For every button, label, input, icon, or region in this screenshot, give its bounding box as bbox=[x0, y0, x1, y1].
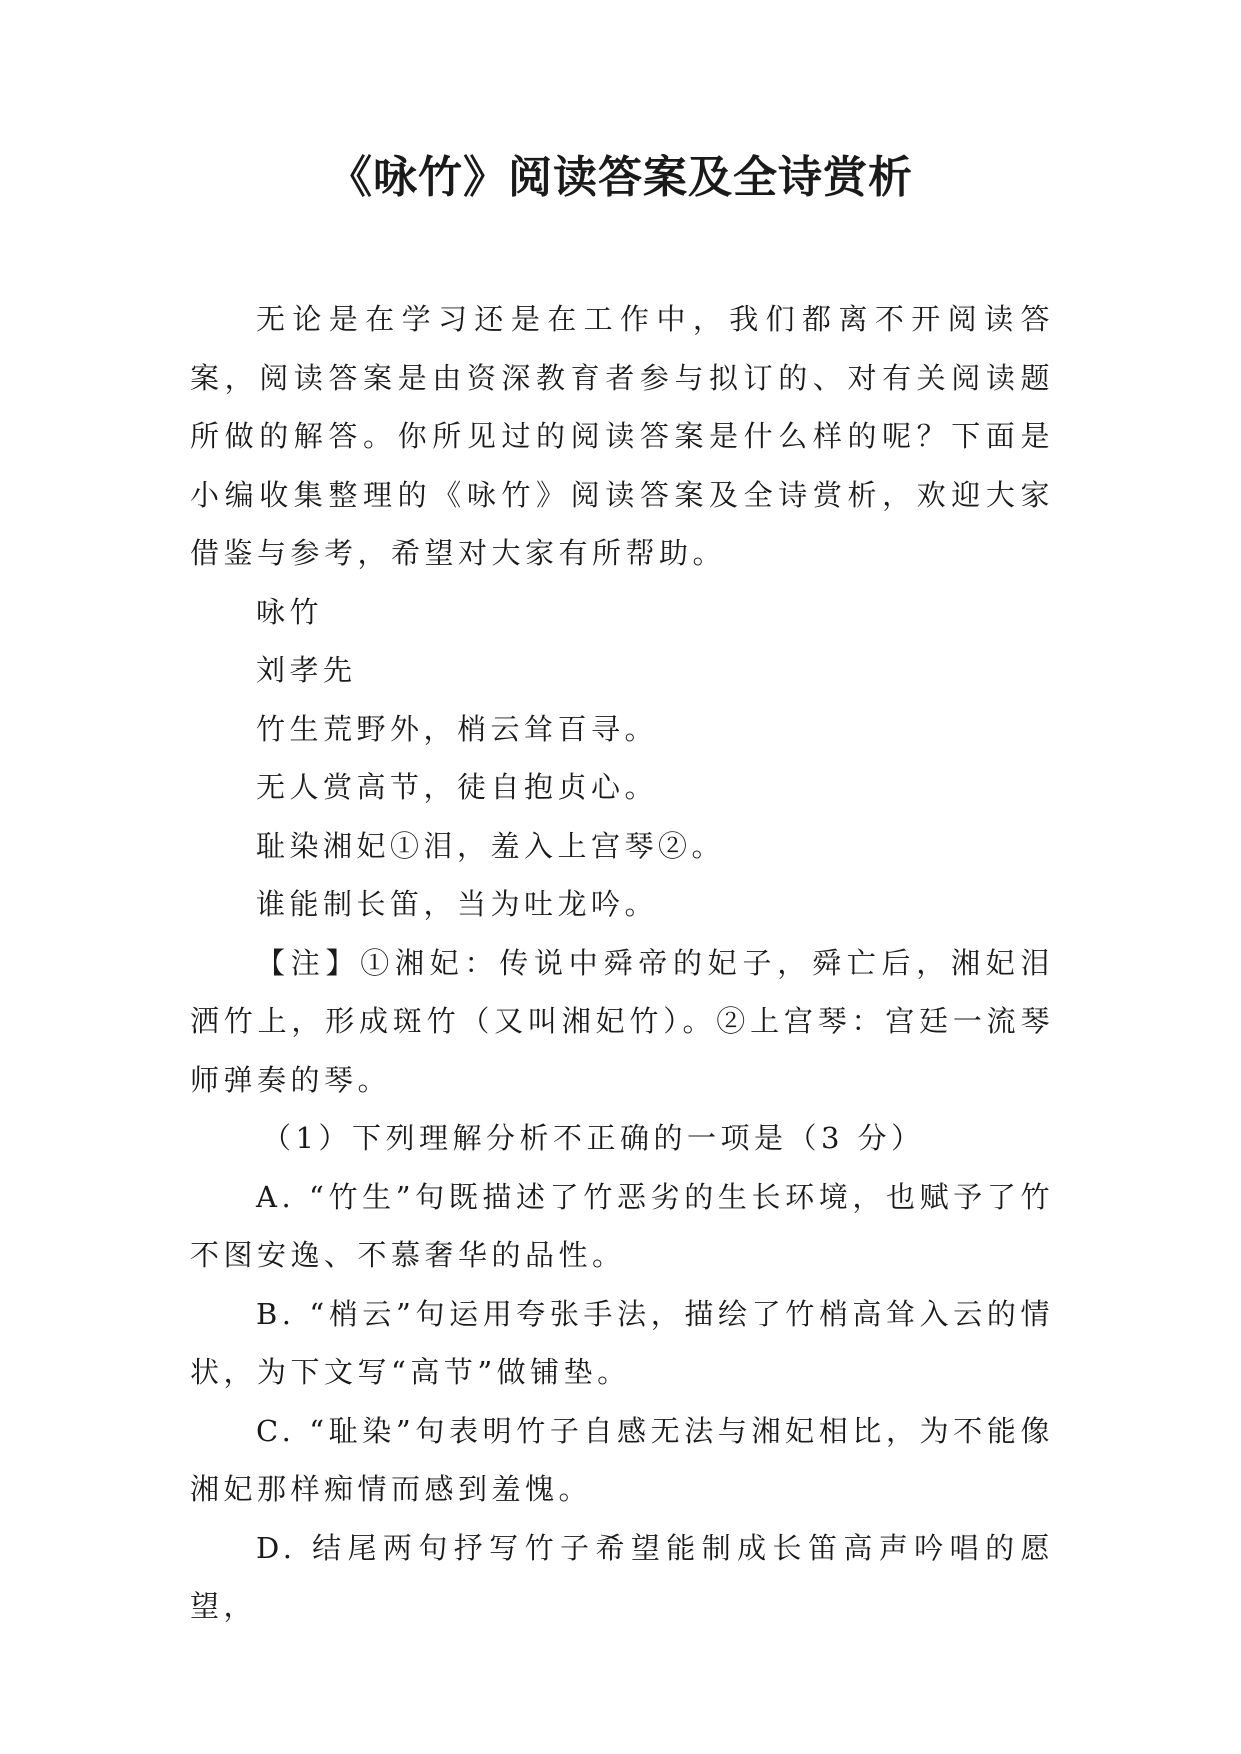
poem-line-3: 耻染湘妃①泪，羞入上宫琴②。 bbox=[256, 828, 726, 863]
question-1: （1）下列理解分析不正确的一项是（3 分） bbox=[262, 1121, 925, 1155]
option-d: D. 结尾两句抒写竹子希望能制成长笛高声吟唱的愿望， bbox=[190, 1530, 1054, 1623]
option-c: C. “耻染”句表明竹子自感无法与湘妃相比，为不能像湘妃那样痴情而感到羞愧。 bbox=[190, 1413, 1054, 1506]
option-a: A. “竹生”句既描述了竹恶劣的生长环境，也赋予了竹不图安逸、不慕奢华的品性。 bbox=[190, 1179, 1054, 1272]
option-b: B. “梢云”句运用夸张手法，描绘了竹梢高耸入云的情状，为下文写“高节”做铺垫。 bbox=[190, 1296, 1054, 1389]
poem-line-4: 谁能制长笛，当为吐龙吟。 bbox=[256, 887, 659, 921]
poem-line-1: 竹生荒野外，梢云耸百寻。 bbox=[256, 711, 659, 746]
intro-paragraph: 无论是在学习还是在工作中，我们都离不开阅读答案，阅读答案是由资深教育者参与拟订的、对有关阅读题所做的解答。你所见过的阅读答案是什么样的呢？下面是小编收集整理的《咏竹》阅读答案及全诗赏析，欢迎大家借鉴与参考，希望对大家有所帮助。 bbox=[190, 302, 1054, 570]
document-title: 《咏竹》阅读答案及全诗赏析 bbox=[328, 152, 913, 203]
poem-title: 咏竹 bbox=[256, 594, 324, 629]
annotation-note: 【注】①湘妃：传说中舜帝的妃子，舜亡后，湘妃泪洒竹上，形成斑竹（又叫湘妃竹）。②上宫琴：宫廷一流琴师弹奏的琴。 bbox=[190, 945, 1054, 1097]
poem-author: 刘孝先 bbox=[256, 653, 357, 687]
document-body bbox=[190, 290, 1054, 1636]
poem-line-2: 无人赏高节，徒自抱贞心。 bbox=[256, 770, 659, 804]
